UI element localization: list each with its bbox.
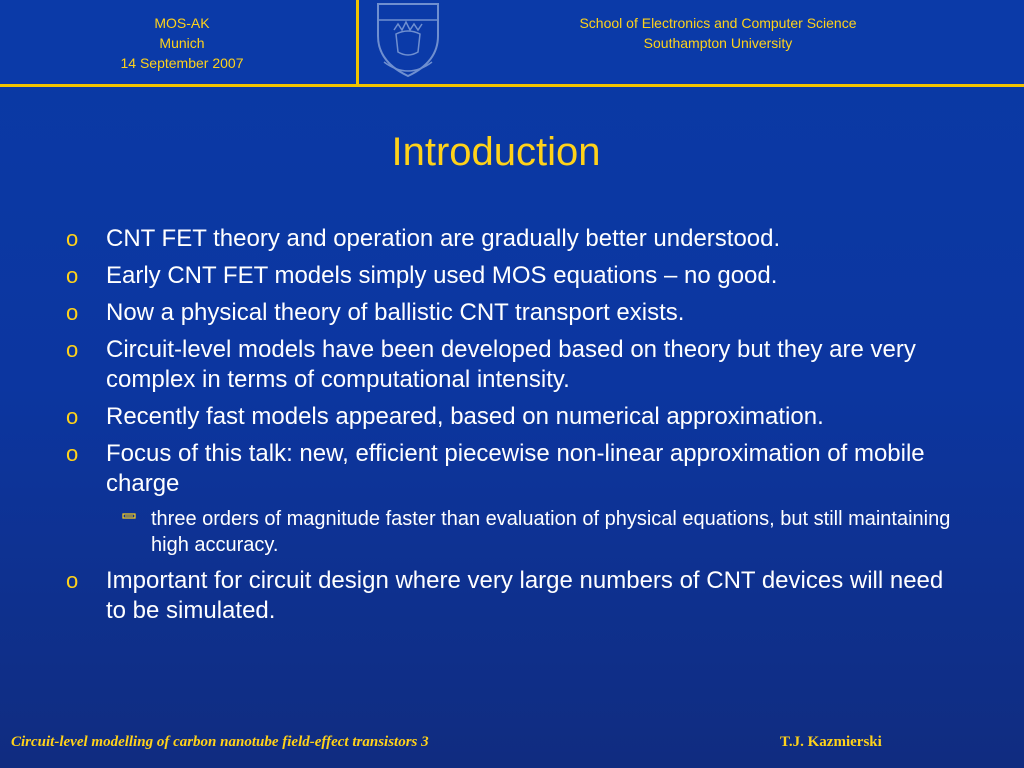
bullet-item <box>66 261 966 291</box>
bullet-text: Recently fast models appeared, based on numerical approximation. <box>106 403 824 430</box>
university-crest-icon <box>372 0 444 80</box>
pen-icon <box>122 510 136 522</box>
bullet-item <box>66 566 966 626</box>
footer-talk-title: Circuit-level modelling of carbon nanotube field-effect transistors 3 <box>11 734 429 750</box>
university-name: Southampton University <box>643 35 793 51</box>
bullet-marker: o <box>66 404 79 429</box>
header-left-info <box>100 13 264 73</box>
sub-bullet-text: three orders of magnitude faster than evaluation of physical equations, but still maintaining high accuracy. <box>151 508 951 556</box>
bullet-text: Important for circuit design where very large numbers of CNT devices will need to be simulated. <box>106 567 944 624</box>
conference-city: Munich <box>159 35 205 51</box>
header-right-info <box>548 13 888 53</box>
school-name: School of Electronics and Computer Science <box>579 15 857 31</box>
sub-bullet-item <box>66 506 966 558</box>
bullet-text: CNT FET theory and operation are gradually better understood. <box>106 225 781 252</box>
bullet-text: Early CNT FET models simply used MOS equations – no good. <box>106 262 778 289</box>
bullet-text: Focus of this talk: new, efficient piecewise non-linear approximation of mobile charge <box>106 440 925 497</box>
header-divider <box>0 84 1024 87</box>
bullet-item <box>66 439 966 499</box>
bullet-list <box>66 224 966 633</box>
bullet-marker: o <box>66 337 79 362</box>
bullet-item <box>66 224 966 254</box>
conference-name: MOS-AK <box>154 15 210 31</box>
bullet-item <box>66 335 966 395</box>
footer-author: T.J. Kazmierski <box>780 734 882 750</box>
bullet-text: Now a physical theory of ballistic CNT transport exists. <box>106 299 685 326</box>
bullet-item <box>66 298 966 328</box>
bullet-text: Circuit-level models have been developed based on theory but they are very complex in terms of computational intensity. <box>106 336 916 393</box>
header-vertical-divider <box>356 0 359 86</box>
slide-title: Introduction <box>391 130 601 174</box>
bullet-marker: o <box>66 441 79 466</box>
bullet-marker: o <box>66 568 79 593</box>
bullet-marker: o <box>66 263 79 288</box>
bullet-marker: o <box>66 300 79 325</box>
conference-date: 14 September 2007 <box>120 55 244 71</box>
bullet-item <box>66 402 966 432</box>
bullet-marker: o <box>66 226 79 251</box>
